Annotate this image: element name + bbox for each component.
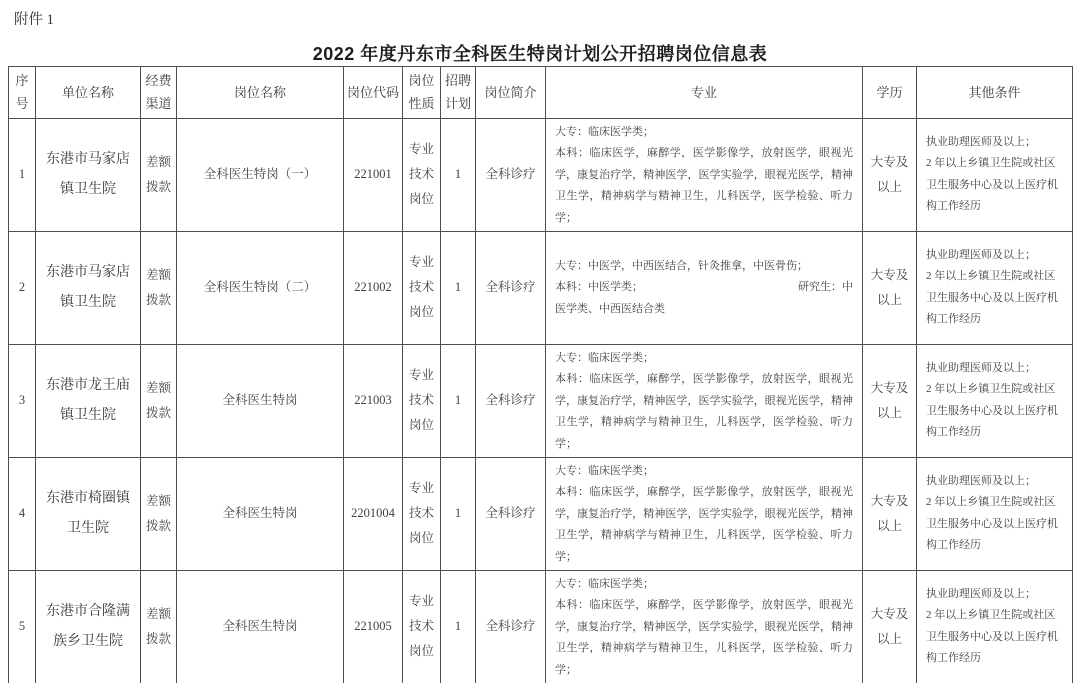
cell-no: 5 (9, 570, 36, 683)
cell-funding: 差额拨款 (141, 118, 177, 231)
cell-post-name: 全科医生特岗 (177, 344, 344, 457)
cell-no: 1 (9, 118, 36, 231)
major-line: 大专：临床医学类； (555, 125, 654, 138)
major-line: 大专：中医学，中西医结合，针灸推拿，中医骨伤； (555, 259, 808, 272)
other-line: 执业助理医师及以上； (926, 361, 1036, 374)
col-header-post-code: 岗位代码 (344, 67, 403, 119)
cell-education: 大专及以上 (863, 231, 917, 344)
col-header-post-name: 岗位名称 (177, 67, 344, 119)
other-line: 执业助理医师及以上； (926, 248, 1036, 261)
cell-post-code: 221001 (344, 118, 403, 231)
col-header-plan: 招聘计划 (441, 67, 476, 119)
cell-education: 大专及以上 (863, 457, 917, 570)
cell-funding: 差额拨款 (141, 570, 177, 683)
cell-education: 大专及以上 (863, 118, 917, 231)
major-line: 本科：临床医学，麻醉学，医学影像学，放射医学，眼视光学，康复治疗学，精神医学，医学实验学，眼视光医学，精神卫生学，精神病学与精神卫生，儿科医学，医学检验、听力学； (555, 486, 853, 563)
cell-education: 大专及以上 (863, 570, 917, 683)
col-header-other: 其他条件 (917, 67, 1073, 119)
major-line: 本科：中医学类； 研究生：中 (555, 281, 853, 294)
cell-education: 大专及以上 (863, 344, 917, 457)
cell-plan: 1 (441, 118, 476, 231)
cell-major (546, 118, 863, 231)
cell-other (917, 570, 1073, 683)
cell-post-code: 221002 (344, 231, 403, 344)
cell-no: 4 (9, 457, 36, 570)
cell-intro: 全科诊疗 (476, 570, 546, 683)
table-row (9, 118, 1073, 231)
major-line: 本科：临床医学，麻醉学，医学影像学，放射医学，眼视光学，康复治疗学，精神医学，医学实验学，眼视光医学，精神卫生学，精神病学与精神卫生，儿科医学，医学检验、听力学； (555, 147, 853, 224)
cell-other (917, 457, 1073, 570)
cell-unit: 东港市龙王庙镇卫生院 (36, 344, 141, 457)
major-line: 大专：临床医学类； (555, 577, 654, 590)
col-header-funding: 经费渠道 (141, 67, 177, 119)
cell-major (546, 457, 863, 570)
col-header-intro: 岗位简介 (476, 67, 546, 119)
cell-no: 3 (9, 344, 36, 457)
cell-post-name: 全科医生特岗 (177, 570, 344, 683)
cell-unit: 东港市合隆满族乡卫生院 (36, 570, 141, 683)
col-header-unit: 单位名称 (36, 67, 141, 119)
table-row (9, 231, 1073, 344)
page-title: 2022 年度丹东市全科医生特岗计划公开招聘岗位信息表 (312, 44, 768, 64)
cell-major (546, 231, 863, 344)
cell-unit: 东港市椅圈镇卫生院 (36, 457, 141, 570)
cell-intro: 全科诊疗 (476, 118, 546, 231)
other-line: 2 年以上乡镇卫生院或社区卫生服务中心及以上医疗机构工作经历 (926, 157, 1058, 213)
col-header-no: 序号 (9, 67, 36, 119)
cell-post-type: 专业技术岗位 (403, 231, 441, 344)
cell-funding: 差额拨款 (141, 344, 177, 457)
cell-intro: 全科诊疗 (476, 344, 546, 457)
cell-post-code: 221005 (344, 570, 403, 683)
cell-funding: 差额拨款 (141, 231, 177, 344)
cell-post-name: 全科医生特岗（一） (177, 118, 344, 231)
cell-intro: 全科诊疗 (476, 231, 546, 344)
cell-unit: 东港市马家店镇卫生院 (36, 231, 141, 344)
table-row (9, 457, 1073, 570)
other-line: 2 年以上乡镇卫生院或社区卫生服务中心及以上医疗机构工作经历 (926, 270, 1058, 326)
cell-other (917, 118, 1073, 231)
major-line: 本科：临床医学，麻醉学，医学影像学，放射医学，眼视光学，康复治疗学，精神医学，医学实验学，眼视光医学，精神卫生学，精神病学与精神卫生，儿科医学，医学检验、听力学； (555, 373, 853, 450)
other-line: 执业助理医师及以上； (926, 587, 1036, 600)
major-line: 医学类、中西医结合类 (555, 302, 665, 315)
cell-post-type: 专业技术岗位 (403, 570, 441, 683)
cell-intro: 全科诊疗 (476, 457, 546, 570)
cell-post-type: 专业技术岗位 (403, 457, 441, 570)
other-line: 2 年以上乡镇卫生院或社区卫生服务中心及以上医疗机构工作经历 (926, 383, 1058, 439)
cell-post-name: 全科医生特岗（二） (177, 231, 344, 344)
cell-plan: 1 (441, 344, 476, 457)
cell-post-code: 221003 (344, 344, 403, 457)
cell-unit: 东港市马家店镇卫生院 (36, 118, 141, 231)
major-line: 大专：临床医学类； (555, 351, 654, 364)
major-line: 大专：临床医学类； (555, 464, 654, 477)
header-row (9, 67, 1073, 119)
other-line: 执业助理医师及以上； (926, 135, 1036, 148)
col-header-post-type: 岗位性质 (403, 67, 441, 119)
cell-plan: 1 (441, 231, 476, 344)
cell-major (546, 344, 863, 457)
col-header-major: 专业 (546, 67, 863, 119)
cell-plan: 1 (441, 570, 476, 683)
cell-post-name: 全科医生特岗 (177, 457, 344, 570)
recruitment-table (8, 66, 1073, 683)
cell-post-type: 专业技术岗位 (403, 118, 441, 231)
cell-other (917, 344, 1073, 457)
major-line: 本科：临床医学，麻醉学，医学影像学，放射医学，眼视光学，康复治疗学，精神医学，医学实验学，眼视光医学，精神卫生学，精神病学与精神卫生，儿科医学，医学检验、听力学； (555, 599, 853, 676)
cell-funding: 差额拨款 (141, 457, 177, 570)
cell-major (546, 570, 863, 683)
col-header-education: 学历 (863, 67, 917, 119)
table-row (9, 344, 1073, 457)
cell-post-type: 专业技术岗位 (403, 344, 441, 457)
attachment-label: 附件 1 (14, 12, 54, 28)
table-row (9, 570, 1073, 683)
cell-plan: 1 (441, 457, 476, 570)
other-line: 2 年以上乡镇卫生院或社区卫生服务中心及以上医疗机构工作经历 (926, 496, 1058, 552)
other-line: 2 年以上乡镇卫生院或社区卫生服务中心及以上医疗机构工作经历 (926, 609, 1058, 665)
other-line: 执业助理医师及以上； (926, 474, 1036, 487)
cell-other (917, 231, 1073, 344)
cell-no: 2 (9, 231, 36, 344)
cell-post-code: 2201004 (344, 457, 403, 570)
